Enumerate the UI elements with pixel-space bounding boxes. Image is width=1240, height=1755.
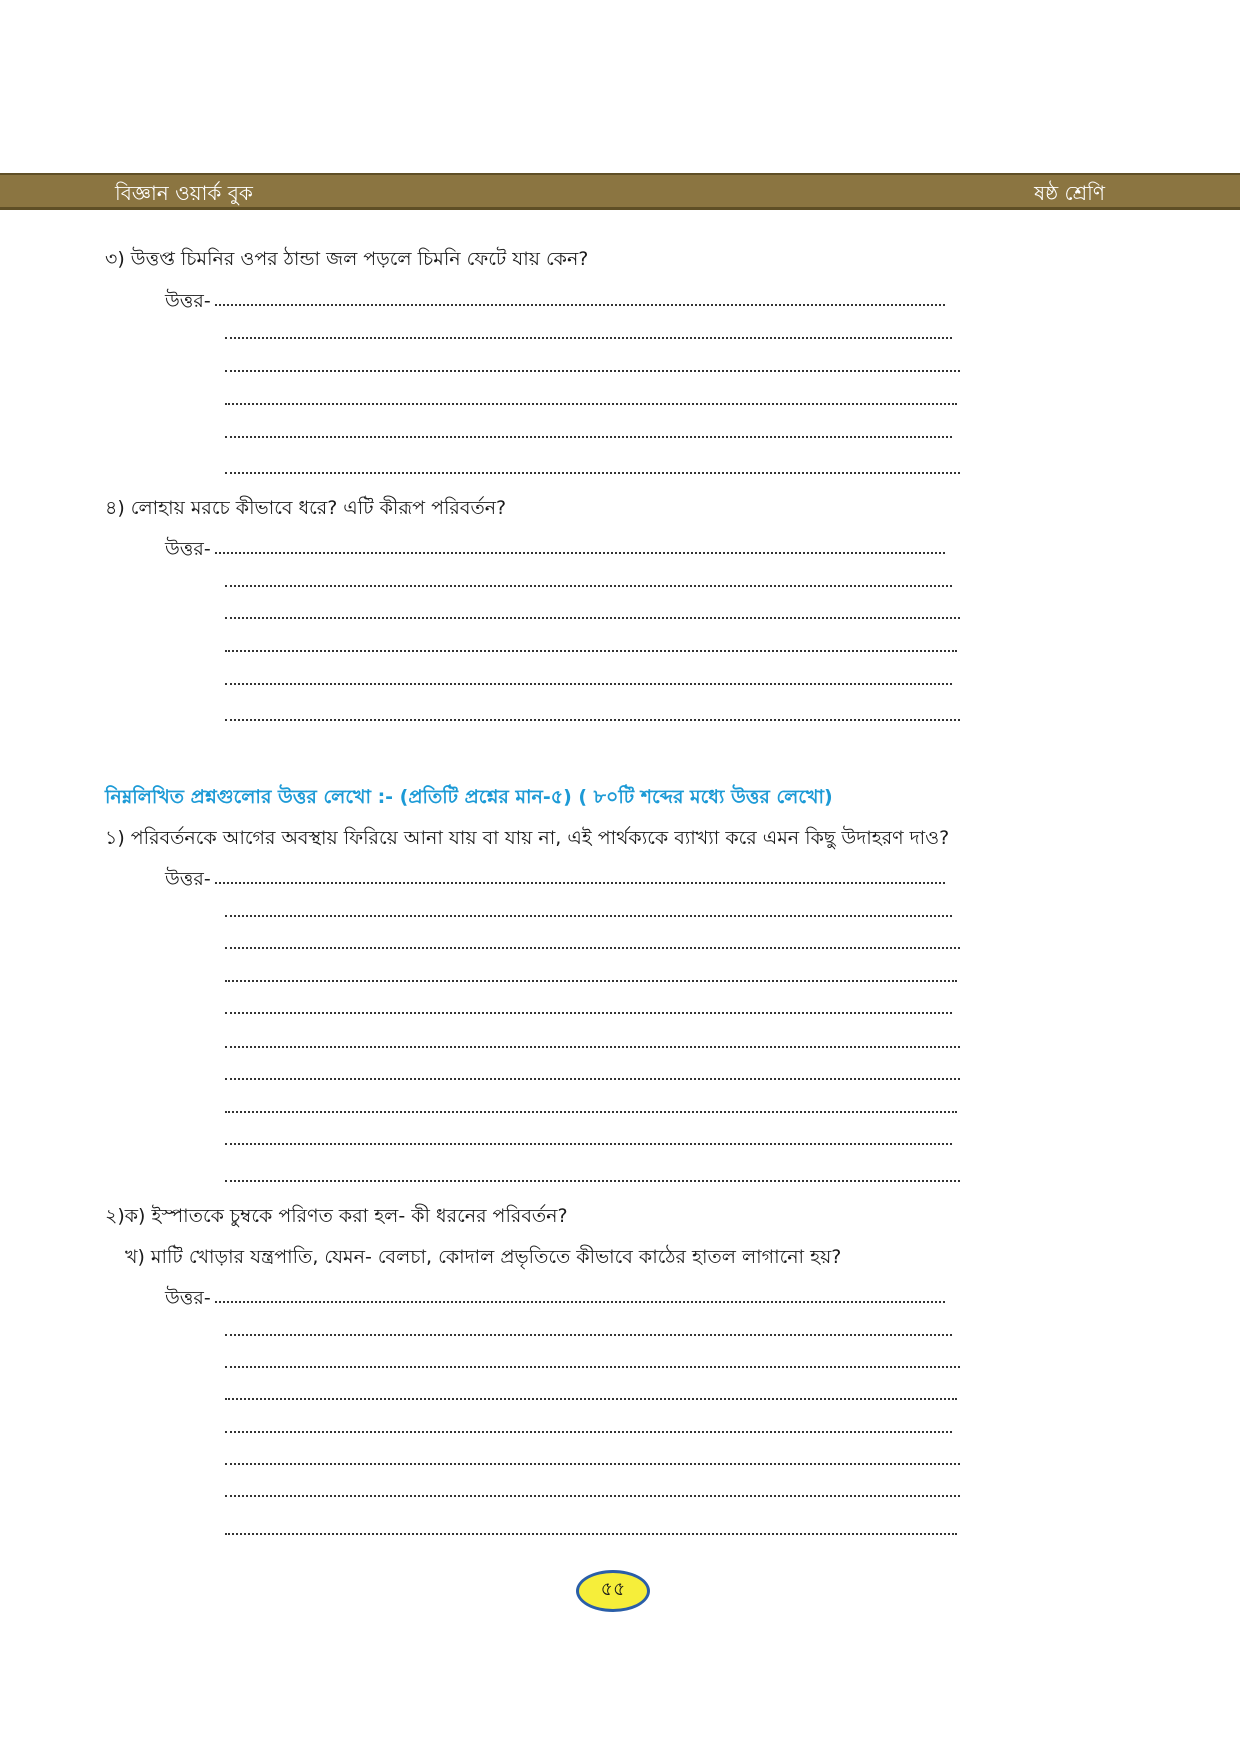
- answer-label-lq2: উত্তর-: [165, 1287, 211, 1309]
- class-label: ষষ্ঠ শ্রেণি: [1034, 181, 1105, 205]
- book-title: বিজ্ঞান ওয়ার্ক বুক: [115, 181, 253, 205]
- answer-line[interactable]: [225, 1463, 960, 1465]
- answer-line[interactable]: [225, 915, 952, 917]
- answer-line[interactable]: [215, 1301, 945, 1303]
- answer-line[interactable]: [225, 980, 957, 982]
- answer-line[interactable]: [225, 1078, 960, 1080]
- answer-line[interactable]: [225, 1334, 952, 1336]
- page-number-text: ৫৫: [600, 1578, 626, 1600]
- question-3: ৩) উত্তপ্ত চিমনির ওপর ঠান্ডা জল পড়লে চিমনি ফেটে যায় কেন?: [105, 248, 589, 270]
- answer-line[interactable]: [225, 1398, 957, 1400]
- answer-label-q3: উত্তর-: [165, 290, 211, 312]
- answer-line[interactable]: [225, 1495, 960, 1497]
- answer-line[interactable]: [215, 304, 945, 306]
- answer-line[interactable]: [225, 1366, 960, 1368]
- answer-line[interactable]: [225, 1431, 952, 1433]
- answer-line[interactable]: [215, 882, 945, 884]
- answer-line[interactable]: [225, 436, 952, 438]
- answer-line[interactable]: [225, 472, 960, 474]
- long-question-2b: খ) মাটি খোড়ার যন্ত্রপাতি, যেমন- বেলচা, কোদাল প্রভৃতিতে কীভাবে কাঠের হাতল লাগানো হয়?: [125, 1246, 842, 1268]
- question-4: ৪) লোহায় মরচে কীভাবে ধরে? এটি কীরূপ পরিবর্তন?: [105, 497, 507, 519]
- answer-line[interactable]: [225, 650, 957, 652]
- answer-line[interactable]: [225, 1180, 960, 1182]
- page-header: [0, 173, 1240, 210]
- section-title: নিম্নলিখিত প্রশ্নগুলোর উত্তর লেখো :- (প্রতিটি প্রশ্নের মান-৫) ( ৮০টি শব্দের মধ্যে উত্তর লেখো): [105, 786, 833, 808]
- long-question-1: ১) পরিবর্তনকে আগের অবস্থায় ফিরিয়ে আনা যায় বা যায় না, এই পার্থক্যকে ব্যাখ্যা করে এমন কিছু উদাহরণ দাও?: [105, 827, 950, 849]
- page-number: [576, 1570, 650, 1612]
- answer-label-q4: উত্তর-: [165, 538, 211, 560]
- answer-line[interactable]: [225, 719, 960, 721]
- long-question-2a: ২)ক) ইস্পাতকে চুম্বকে পরিণত করা হল- কী ধরনের পরিবর্তন?: [105, 1205, 568, 1227]
- answer-line[interactable]: [225, 683, 952, 685]
- answer-label-lq1: উত্তর-: [165, 868, 211, 890]
- answer-line[interactable]: [225, 1012, 952, 1014]
- answer-line[interactable]: [225, 1111, 957, 1113]
- answer-line[interactable]: [225, 337, 952, 339]
- answer-line[interactable]: [225, 947, 960, 949]
- answer-line[interactable]: [225, 617, 960, 619]
- answer-line[interactable]: [215, 552, 945, 554]
- answer-line[interactable]: [225, 585, 952, 587]
- answer-line[interactable]: [225, 403, 957, 405]
- answer-line[interactable]: [225, 370, 960, 372]
- answer-line[interactable]: [225, 1533, 957, 1535]
- answer-line[interactable]: [225, 1143, 952, 1145]
- answer-line[interactable]: [225, 1046, 960, 1048]
